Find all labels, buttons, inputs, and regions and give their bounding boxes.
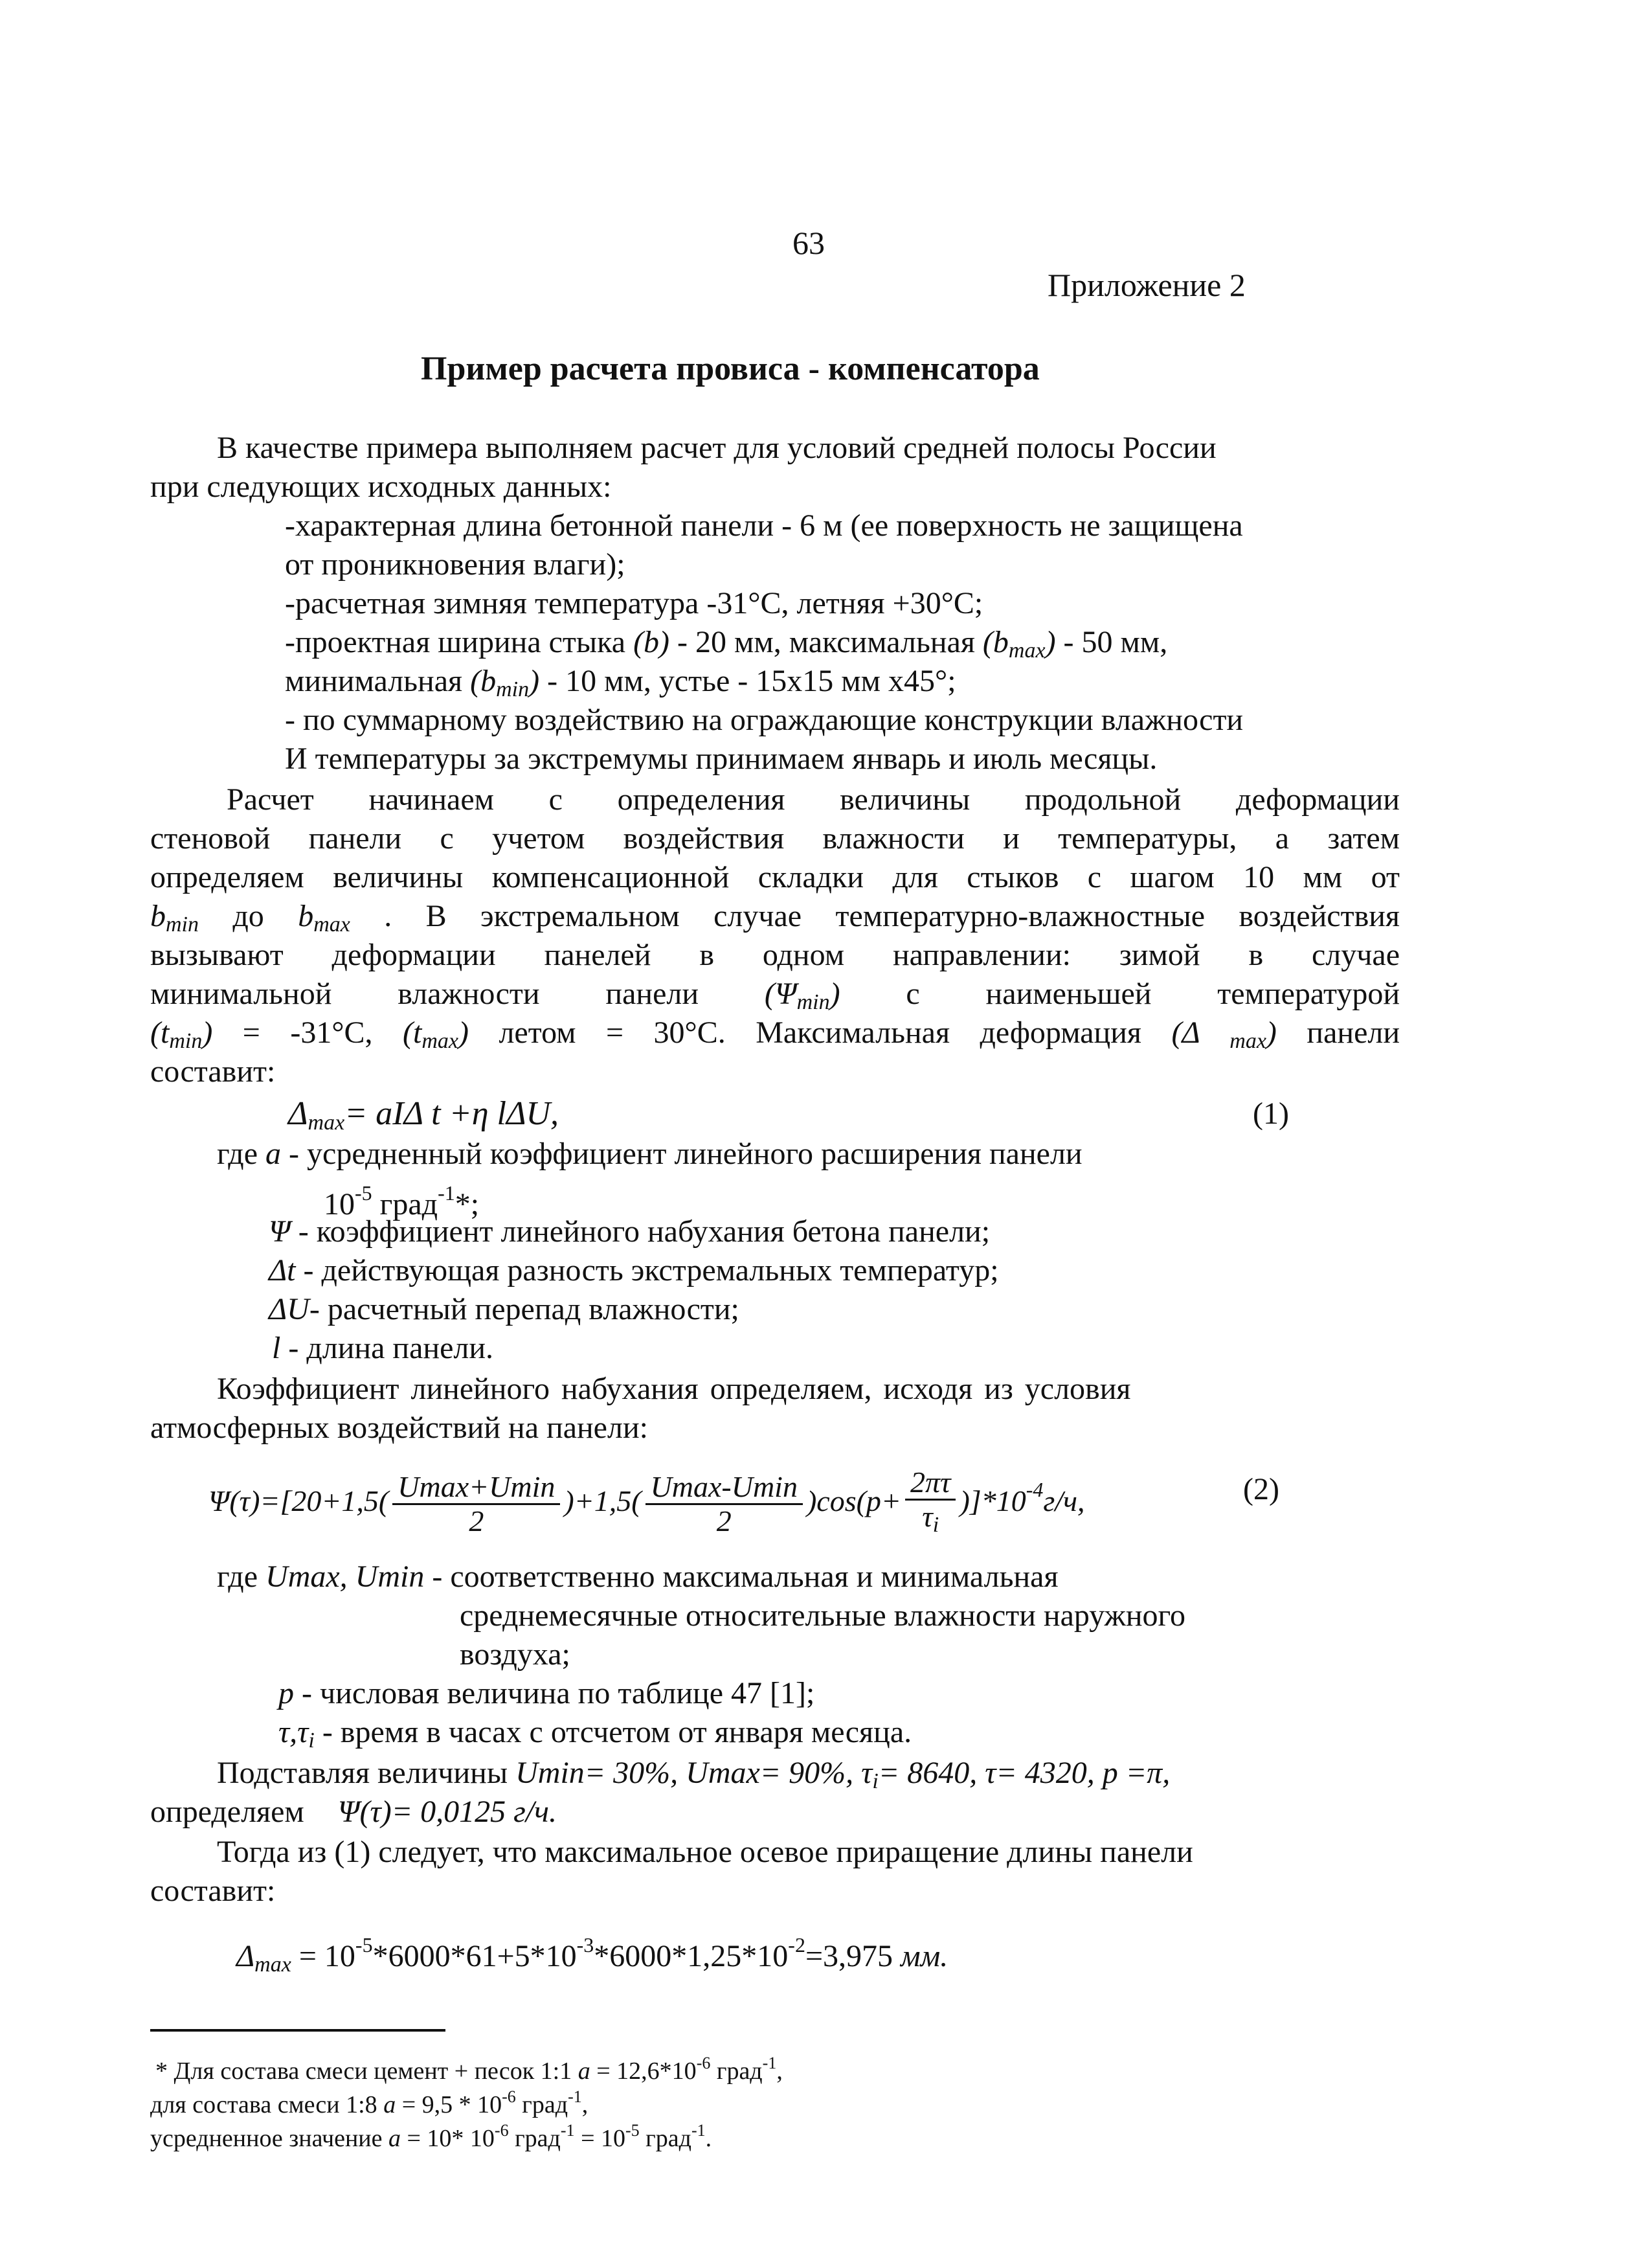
para5-line-1: Тогда из (1) следует, что максимальное осевое приращение длины панели (217, 1835, 1193, 1869)
where1-line-1: где a - усредненный коэффициент линейного расширения панели (217, 1137, 1083, 1171)
para3-line-2: атмосферных воздействий на панели: (150, 1411, 648, 1445)
where1-line-2: $10^{-5}$ град$^{-1}$*; (324, 1181, 480, 1221)
para3-line-1: Коэффициент линейного набухания определяем, исходя из условия (217, 1372, 1131, 1406)
formula-2-number: (2) (1243, 1472, 1279, 1506)
footnote-divider (150, 2029, 445, 2032)
para2-line-1: Расчет начинаем с определения величины продольной деформации (227, 782, 1400, 817)
where1-line-5: ΔU- расчетный перепад влажности; (269, 1292, 739, 1326)
formula-1-number: (1) (1253, 1096, 1289, 1131)
para2-line-5: вызывают деформации панелей в одном направлении: зимой в случае (150, 938, 1400, 972)
appendix-label: Приложение 2 (1048, 267, 1246, 303)
para4-line-1: Подставляя величины Umin= 30%, Umax= 90%, $\tau_i= 8640$, τ= 4320, p =π, (217, 1756, 1171, 1793)
condition-extremes: И температуры за экстремумы принимаем январь и июль месяцы. (285, 742, 1158, 776)
intro-line-2: при следующих исходных данных: (150, 470, 612, 504)
condition-temperature: -расчетная зимняя температура -31°С, летняя +30°С; (285, 586, 983, 620)
fraction-phase: $\frac{2\pi\tau}{\tau_i}$ (905, 1466, 956, 1541)
where1-line-3: Ψ - коэффициент линейного набухания бетона панели; (269, 1214, 991, 1249)
para5-line-2: составит: (150, 1874, 276, 1908)
footnote-line-1: * Для состава смеси цемент + песок 1:1 $a = 12,6*10^{-6}$ град$^{-1}$, (155, 2054, 783, 2085)
condition-length: -характерная длина бетонной панели - 6 м (ее поверхность не защищена (285, 508, 1243, 543)
para4-line-2: определяем Ψ(τ)= 0,0125 г/ч. (150, 1795, 557, 1829)
where2-line-1: где Umax, Umin - соответственно максимальная и минимальная (217, 1559, 1059, 1594)
para2-line-8: составит: (150, 1054, 276, 1089)
intro-line-1: В качестве примера выполняем расчет для условий средней полосы России (217, 431, 1217, 465)
page-number: 63 (792, 225, 825, 261)
condition-min-width: минимальная $(b_{min}) - 10$ мм, устье - 15х15 мм х45°; (285, 664, 956, 701)
where2-line-5: $\tau,\tau_i$ - время в часах с отсчетом от января месяца. (278, 1715, 912, 1752)
para2-line-7: $(t_{min}) = -31^\circ С$, $(t_{max})$ летом = 30°С. Максимальная деформация (Δ $_{max}$) панели (150, 1015, 1400, 1053)
page-title: Пример расчета провиса - компенсатора (421, 350, 1040, 387)
condition-length-cont: от проникновения влаги); (285, 547, 625, 582)
para2-line-4: $b_{min}$ до $b_{max}$ . В экстремальном случае температурно-влажностные воздействия (150, 899, 1400, 936)
para2-line-3: определяем величины компенсационной складки для стыков с шагом 10 мм от (150, 860, 1400, 894)
condition-humidity: - по суммарному воздействию на ограждающие конструкции влажности (285, 703, 1244, 737)
para2-line-2: стеновой панели с учетом воздействия влажности и температуры, а затем (150, 821, 1400, 856)
where1-line-4: Δt - действующая разность экстремальных температур; (269, 1253, 999, 1287)
fraction-diff: $\frac{Umax-Umin}{2}$ (645, 1471, 803, 1537)
where2-line-3: воздуха; (460, 1637, 570, 1672)
formula-1: $\Delta_{max}= aI\Delta$ t +η lΔU, (288, 1095, 559, 1135)
where2-line-4: p - числовая величина по таблице 47 [1]; (278, 1676, 815, 1710)
formula-3: $\Delta_{max} = 10^{-5}*6000*61+5*10^{-3}*6000*1,25*10^{-2}=3,975$ мм. (236, 1933, 948, 1977)
fraction-sum: $\frac{Umax+Umin}{2}$ (392, 1471, 560, 1537)
formula-2: Ψ(τ)=[20+1,5( $\frac{Umax+Umin}{2}$ )+1,5( $\frac{Umax-Umin}{2}$ )cos(p+ $\frac{2\pi\tau}{\tau_i}$ )]$*10^{-4}г/ч$, (208, 1457, 1085, 1541)
where1-line-6: l - длина панели. (272, 1331, 494, 1365)
para2-line-6: минимальной влажности панели $(\Psi_{min})$ с наименьшей температурой (150, 977, 1400, 1014)
footnote-line-2: для состава смеси 1:8 $a = 9,5 * 10^{-6}$ град$^{-1}$, (150, 2087, 589, 2118)
where2-line-2: среднемесячные относительные влажности наружного (460, 1598, 1185, 1633)
condition-joint-width: -проектная ширина стыка (b) - 20 мм, максимальная $(b_{max}) - 50$ мм, (285, 625, 1168, 663)
footnote-line-3: усредненное значение a = 10* $10^{-6}$ град$^{-1}$ = $10^{-5}$ град$^{-1}$. (150, 2121, 712, 2152)
